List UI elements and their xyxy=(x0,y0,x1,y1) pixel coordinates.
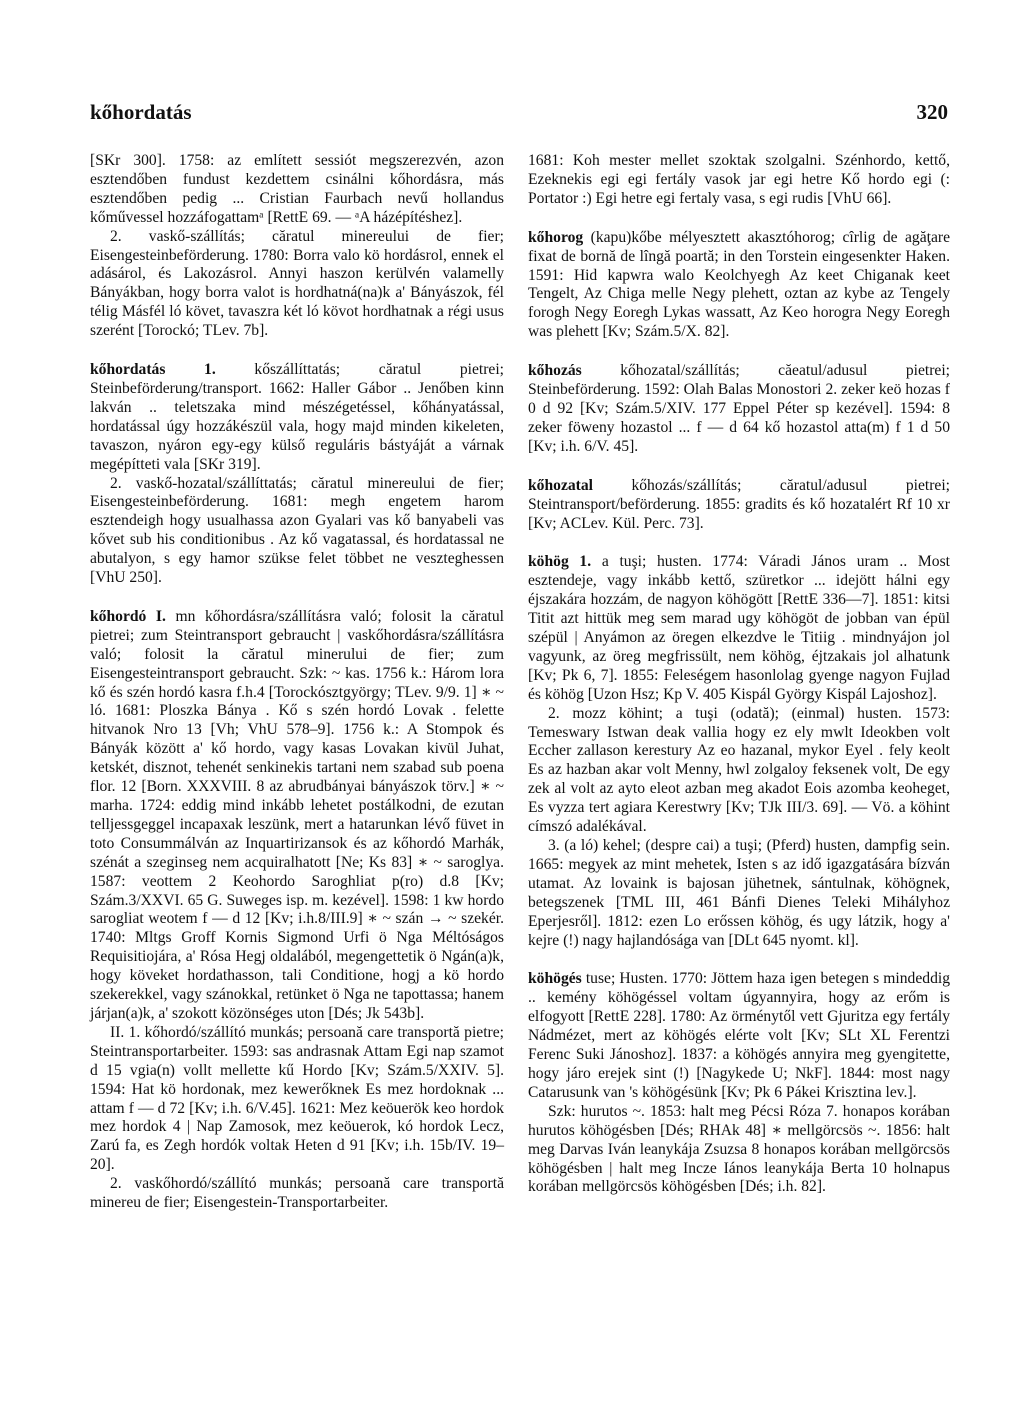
right-column xyxy=(528,152,950,1197)
dictionary-entry xyxy=(528,970,950,1102)
entry-headword: köhögés xyxy=(528,970,582,988)
dictionary-entry xyxy=(90,608,504,1024)
entry-definition: kőhozás/szállítás; căratul/adusul pietrei; Steintransport/beförderung. 1855: gradits és kő hozatalért Rf 10 xr [Kv; ACLev. Kül. Perc. 73]. xyxy=(528,476,950,532)
entry-headword: kőhozás xyxy=(528,362,582,380)
dictionary-entry xyxy=(90,361,504,474)
entry-sense-paragraph: Szk: hurutos ~. 1853: halt meg Pécsi Róza 7. honapos korában hurutos köhögésben [Dés; RHAk 48] ∗ mellgörcsös ~. 1856: halt meg Darvas Iván leanykája Zsuzsa 8 honapos korában mellgörcsös köhögésben | halt meg Incze Iános leanykája Berta 10 holnapus korában mellgörcsös köhögésben [Dés; i.h. 82]. xyxy=(528,1102,950,1196)
page-header xyxy=(90,100,948,140)
dictionary-entry xyxy=(528,553,950,704)
dictionary-entry xyxy=(528,362,950,457)
entry-continuation-paragraph: 2. vaskő-szállítás; căratul minereului de fier; Eisengesteinbeförderung. 1780: Borra valo kö hordásrol, ennek el adásárol, és Lakozásrol. Annyi haszon kerülvén valamelly Bányákban, hogy borra valot is hordhatná(na)k a' Bányászok, fél télig Másfél ló követ, tavaszra két ló kövot hordhatnak a régi usus szerént [Torockó; TLev. 7b]. xyxy=(90,227,504,340)
entry-continuation-paragraph: [SKr 300]. 1758: az említett sessiót megszerezvén, azon esztendőben fundust kezdettem csinálni kőhordásra, más esztendőben pedig ... Cristian Faurbach nevű hollandus kőművessel hozzáfogattamᵃ [RettE 69. — ᵃA házépítéshez]. xyxy=(90,152,504,226)
page-number: 320 xyxy=(916,100,948,124)
entry-definition: (kapu)kőbe mélyesztett akasztóhorog; cîrlig de agăţare fixat de bornă de lîngă poartă; in den Torstein eingesenkter Haken. 1591: Hid kapwra walo Keolchyegh Az keet Chiganak keet Tengelt, Az Chiga melle Negy plehett, oztan az kybe az Tengely forogh Negy Eoregh Lykas wassatt, Az Keo horogra Negy Eoregh was plehett [Kv; Szám.5/X. 82]. xyxy=(528,228,950,341)
entry-headword: kőhorog xyxy=(528,228,584,246)
entry-sense-paragraph: II. 1. kőhordó/szállító munkás; persoană care transportă pietre; Steintransportarbeiter. 1593: sas andrasnak Attam Egi nap szamot d 15 vgia(n) vollt mellette kű Hordo [Kv; Szám.5/XXIV. 5]. 1594: Hat kö hordonak, mez kewerőknek Es mez hordoknak ... attam f — d 72 [Kv; i.h. 6/V.45]. 1621: Mez keöuerök keo hordok mez hordok 4 | Nap Zamosok, mez keöuerok, kó hordok Lecz, Zarú fa, es Zegh hordók voltak Heten d 91 [Kv; i.h. 15b/IV. 19–20]. xyxy=(90,1023,504,1174)
entry-sense-paragraph: 2. vaskő-hozatal/szállíttatás; căratul minereului de fier; Eisengesteinbeförderung. 1681: megh engetem harom esztendeigh hogy usualhassa azon Gyalari vas kő banyabeli vas kővet sub his conditionibus . Az kő vagatassal, és hordatassal ne abutalyon, s egy hamor szükse felet többet ne veszteghessen [VhU 250]. xyxy=(90,474,504,587)
entry-definition: a tuşi; husten. 1774: Váradi János uram .. Most esztendeje, vagy inkább kettő, szüretkor ... idejött hálni egy éjszakára hozzám, de nagyon köhögött [RettE 336—7]. 1851: kitsi Titit azt hittük meg sem marad ugy köhögöt de jobban van épül szépül | Anyámon az öregen elkezdve le Titiig . mindnyájon jol vagyunk, az öreg megfrissült, nem köhög, éjtzakais jol alhatunk [Kv; Pk 6, 7]. 1855: Feleségem hasonlolag gyenge nagyon Fujlad és köhög [Uzon Hsz; Kp V. 405 Kispál György Kispál Lajoshoz]. xyxy=(528,553,950,703)
entry-sense-paragraph: 2. mozz köhint; a tuşi (odată); (einmal) husten. 1573: Temeswary Istwan deak vallia hogy ez ely mwlt Ideokben volt Eccher zallason kerestury Az eo hazanal, mykor Eyel . fely keolt Es az hazban akar volt Menny, hwl zolgaloy feksenek volt, De egy zek al volt az ayto eleot azban meg akadot Eois azomba keoheget, Es vyzza tert agiara Kerestwry [Kv; TJk III/3. 69]. — Vö. a köhint címszó adalékával. xyxy=(528,704,950,836)
entry-sense-paragraph: 3. (a ló) kehel; (despre cai) a tuşi; (Pferd) husten, dampfig sein. 1665: megyek az mint mehetek, Isten s az idő igazgatására bízván utamat. Az lovaink is bajosan jühetnek, sántulnak, köhögnek, betegszenek [TML III, 461 Bánfi Dienes Teleki Mihályhoz Eperjesről]. 1812: ezen Lo erőssen köhög, és ugy látzik, hogy a' kejre (!) nagy hajlandósága van [DLt 645 nyomt. kl]. xyxy=(528,837,950,949)
entry-headword: kőhozatal xyxy=(528,476,593,494)
running-head: kőhordatás xyxy=(90,100,192,124)
dictionary-entry xyxy=(528,229,950,342)
entry-headword: köhög 1. xyxy=(528,553,592,571)
dictionary-entry xyxy=(528,477,950,534)
left-column xyxy=(90,152,504,1213)
entry-sense-paragraph: 2. vaskőhordó/szállító munkás; persoană care transportă minereu de fier; Eisengestein-Transportarbeiter. xyxy=(90,1175,504,1212)
entry-definition: kőszállíttatás; căratul pietrei; Steinbeförderung/transport. 1662: Haller Gábor .. Jenőben kinn lakván .. teletszaka mind mészégetéssel, kőhányatással, hordatással úgy hozzákészül vala, hogy majd minden kikeleten, tavaszon, nyáron egy-egy külső reguláris bástyáját a várnak megépítteti vala [SKr 319]. xyxy=(90,361,505,473)
entry-definition: kőhozatal/szállítás; căeatul/adusul pietrei; Steinbeförderung. 1592: Olah Balas Monostori 2. zeker keö hozas f 0 d 92 [Kv; Szám.5/XIV. 177 Eppel Péter sp kezével]. 1594: 8 zeker föweny hozastol ... f — d 64 kő hozastol atta(m) f 1 d 50 [Kv; i.h. 6/V. 45]. xyxy=(528,362,950,455)
entry-headword: kőhordó I. xyxy=(90,607,166,625)
entry-continuation-paragraph: 1681: Koh mester mellet szoktak szolgalni. Szénhordo, kettő, Ezeknekis egi egi fertály vasok jar egi hetre Kő hordo egi (: Portator :) Egi hetre egi fertaly vasa, s egi rudis [VhU 66]. xyxy=(528,152,950,207)
entry-definition: mn kőhordásra/szállításra való; folosit la căratul pietrei; zum Steintransport gebraucht | vaskőhordásra/szállításra való; folosit la căratul minerului de fier; zum Eisengesteintransport gebraucht. Szk: ~ kas. 1756 k.: Három lora kő és szén hordó kasra f.h.4 [Torockósztgyörgy; TLev. 9/9. 1] ∗ ~ ló. 1681: Ploszka Bánya . Kő s szén hordó Lovak . felette hitvanok Nro 13 [Vh; VhU 578–9]. 1756 k.: A Stompok és Bányák között a' kő hordo, vagy kasas Lovakan kivül Juhat, ketskét, disznot, tehenét senkinekis tartani nem szabad sub poena flor. 12 [Born. XXXVIII. 8 az abrudbányai bányászok törv.] ∗ ~ marha. 1724: eddig mind inkább lehetet postálkodni, de ezutan telljessgeggel incapaxak leszünk, mert a hatarunkan lévő füvet in toto Consummálván az Inquartirizansok és az kőhordó Marhák, szénát a szeginseg nem acquiralhatott [Ne; Ks 83] ∗ ~ saroglya. 1587: veottem 2 Keohordo Saroghliat p(ro) d.8 [Kv; Szám.3/XXVI. 65 G. Suweges isp. m. kezével]. 1598: 1 kw hordo sarogliat weotem f — d 12 [Kv; i.h.8/III.9] ∗ ~ szán → ~ szekér. 1740: Mltgs Groff Kornis Sigmond Urfi ö Nga Méltóságos Requisitiojára, a' Rósa Hegj oldalából, megengettetik ö Ngán(a)k, hogy köveket hordathasson, tali Conditione, hogj a kö hordo szekerekkel, vagy szánokkal, retünket ö Nga ne tapottassa; hanem járjan(a)k, a' szokott közönséges uton [Dés; Jk 543b]. xyxy=(90,607,504,1022)
entry-headword: kőhordatás 1. xyxy=(90,361,216,379)
entry-definition: tuse; Husten. 1770: Jöttem haza igen betegen s mindeddig .. kemény köhögéssel voltam úgyannyira, hogy az erőm is elfogyott [RettE 228]. 1780: Az örménytől vett Gjuritza egy fertály Nádmézet, mert az köhögés elérte volt [Kv; SLt XL Ferentzi Ferenc Suki Jánoshoz]. 1837: a köhögés annyira meg gyengitette, hogy járo erejek sint (!) [Nagykede U; NkF]. 1844: most nagy Catarusunk van 's köhögésünk [Kv; Pk 6 Pákei Krisztina lev.]. xyxy=(528,970,950,1101)
